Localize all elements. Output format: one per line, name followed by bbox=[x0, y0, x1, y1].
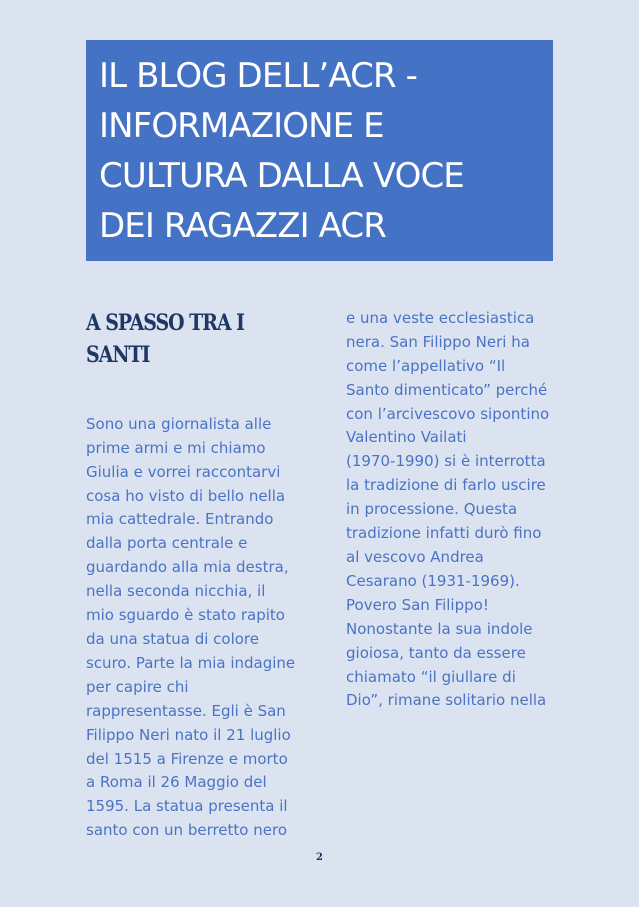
article-body-left: Sono una giornalista alle prime armi e mi chiamo Giulia e vorrei raccontarvi cosa ho visto di bello nella mia cattedrale. Entrando dalla porta centrale e guardando alla mia destra, nella seconda nicchia, il mio sguardo è stato rapito da una statua di colore scuro. Parte la mia indagine per capire chi rappresentasse. Egli è San Filippo Neri nato il 21 luglio del 1515 a Firenze e morto a Roma il 26 Maggio del 1595. La statua presenta il santo con un berretto nero bbox=[86, 414, 296, 840]
article-body-right: e una veste ecclesiastica nera. San Filippo Neri ha come l’appellativo “Il Santo dimenticato” perché con l’arcivescovo sipontino Valentino Vailati (1970-1990) si è interrotta la tradizione di farlo uscire in processione. Questa tradizione infatti durò fino al vescovo Andrea Cesarano (1931-1969). Povero San Filippo! Nonostante la sua indole gioiosa, tanto da essere chiamato “il giullare di Dio”, rimane solitario nella bbox=[346, 308, 550, 710]
title-banner bbox=[86, 40, 553, 261]
article-column-right bbox=[346, 283, 566, 737]
page-number: 2 bbox=[316, 852, 323, 863]
blog-title: IL BLOG DELL’ACR - INFORMAZIONE E CULTURA DALLA VOCE DEI RAGAZZI ACR bbox=[99, 56, 464, 246]
article-column-left bbox=[86, 283, 318, 867]
article-heading: A SPASSO TRA I SANTI bbox=[86, 309, 244, 368]
